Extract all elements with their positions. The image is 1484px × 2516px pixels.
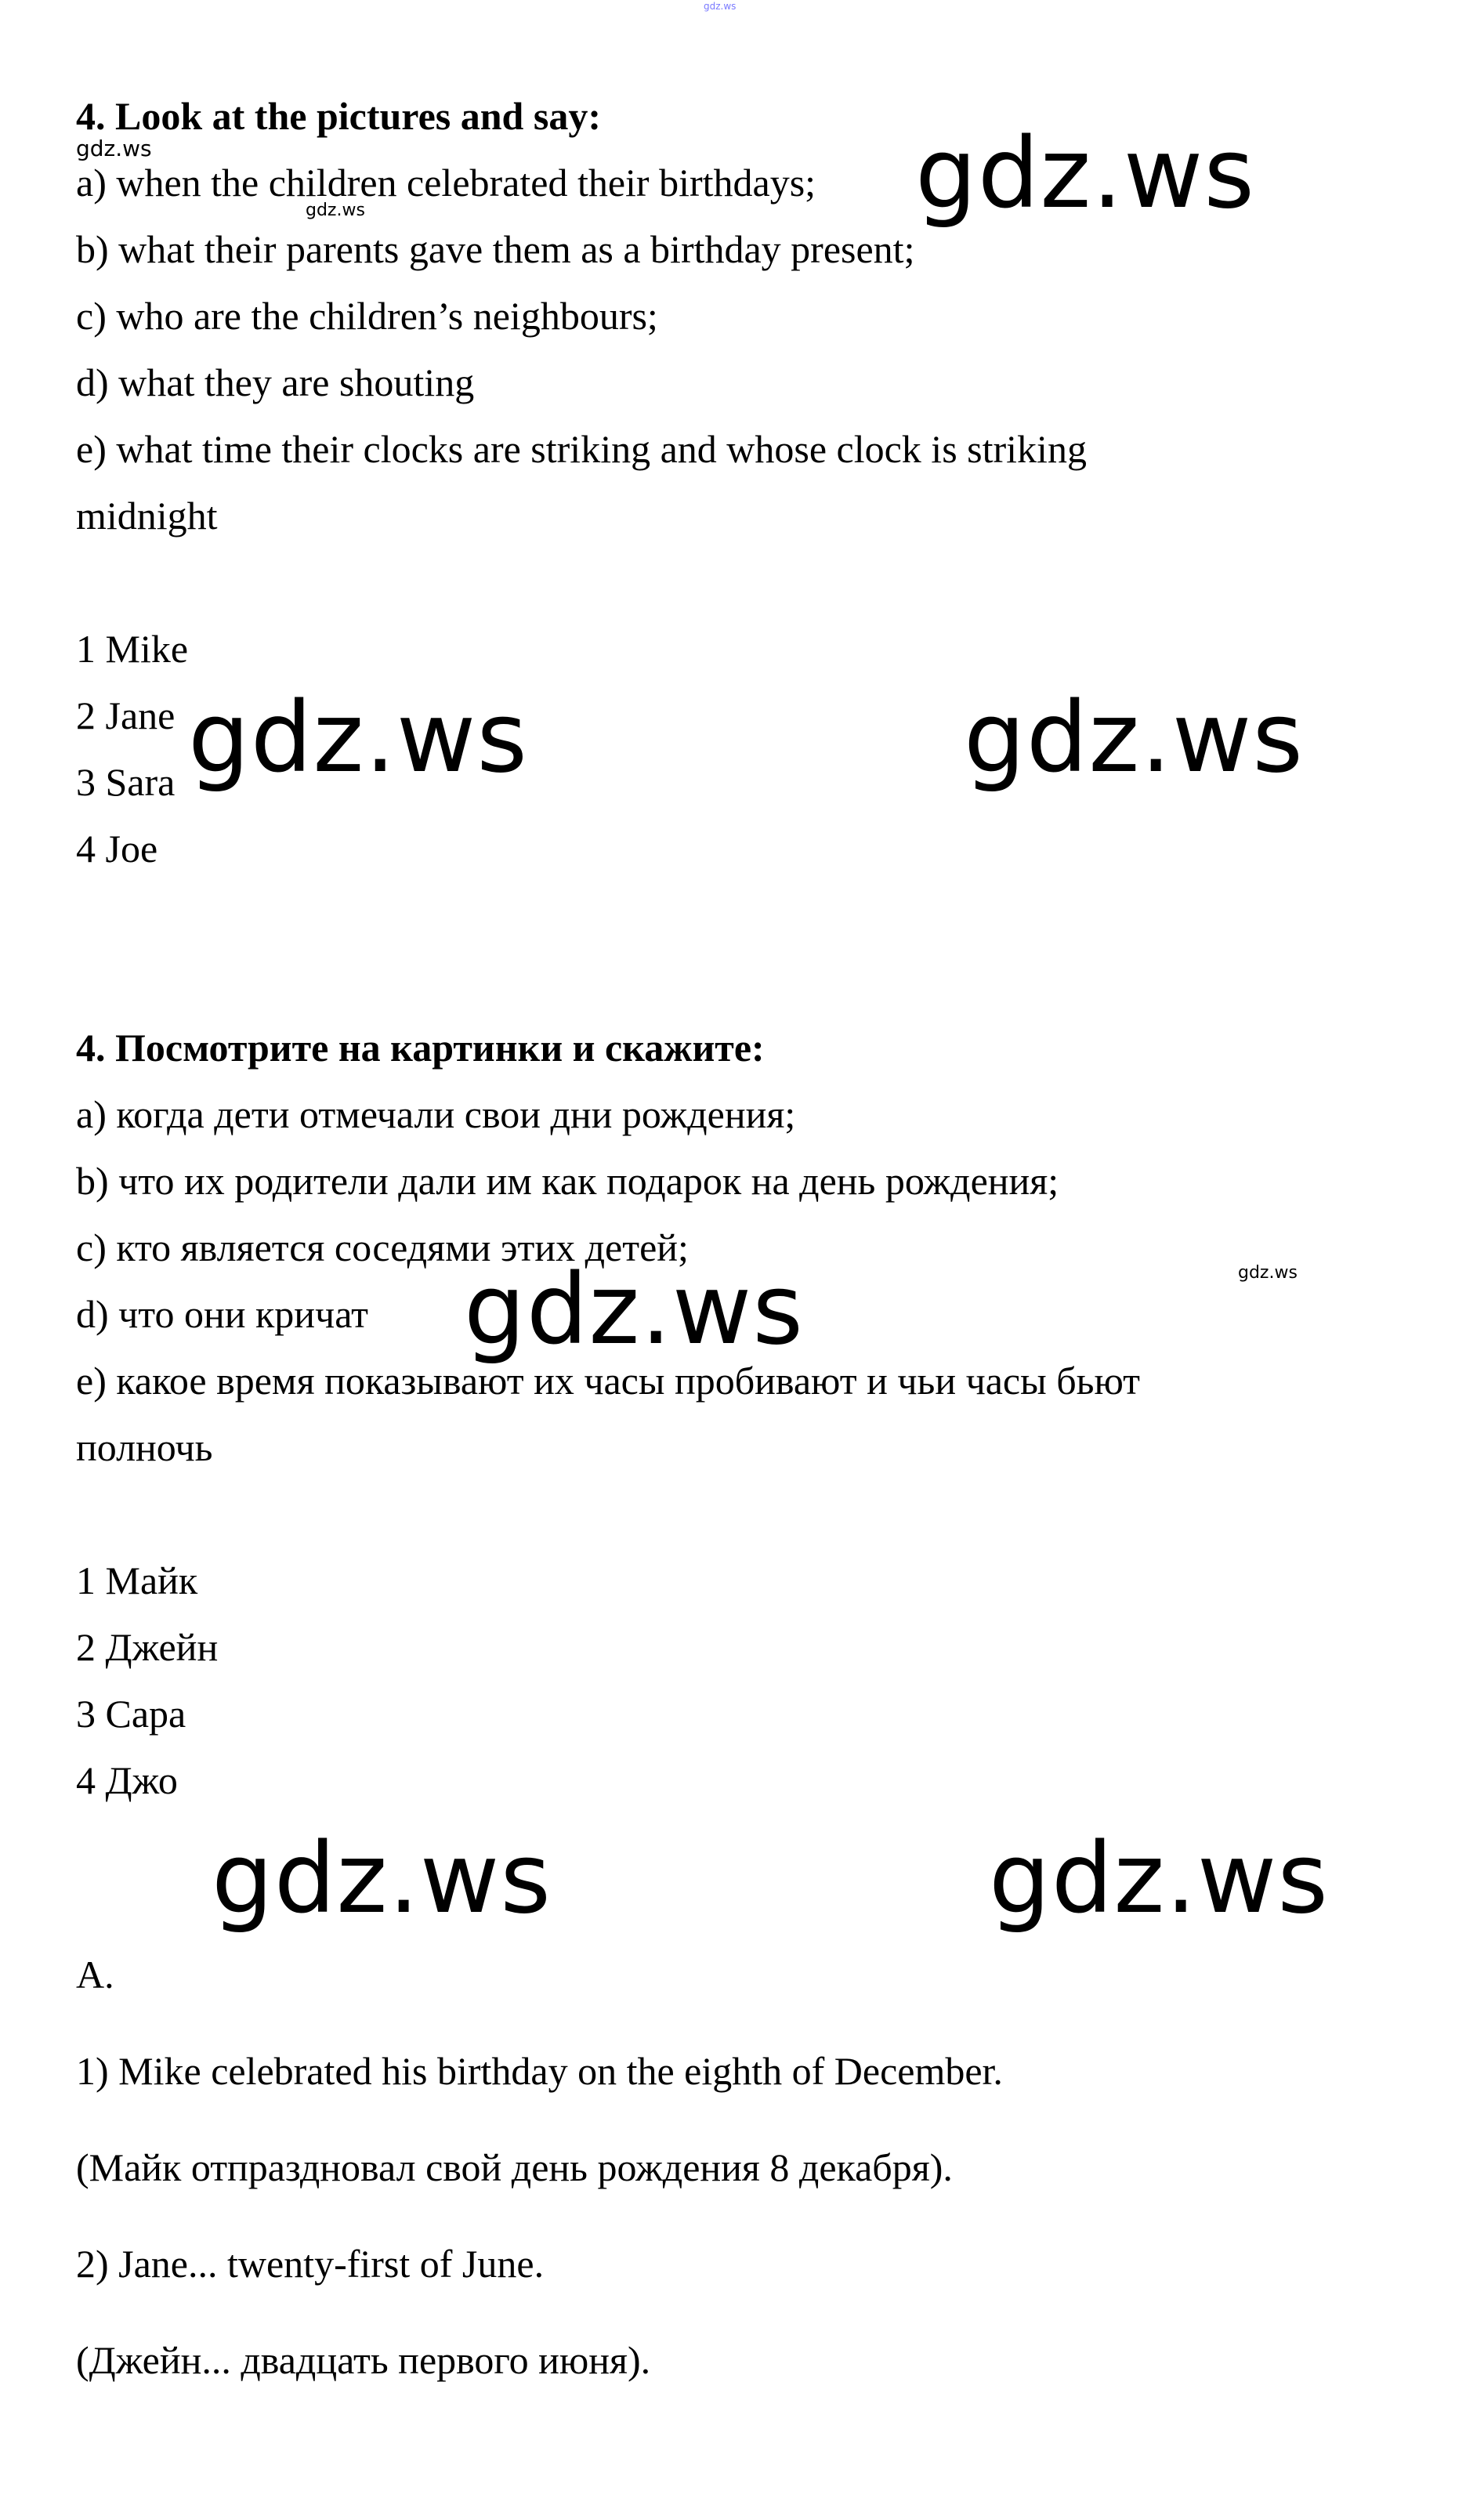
- watermark-big: gdz.ws: [915, 118, 1255, 230]
- answer-line-2: (Майк отпраздновал свой день рождения 8 декабря).: [76, 2145, 953, 2189]
- english-item-a: a) when the children celebrated their birthdays;: [76, 161, 816, 205]
- watermark-small: gdz.ws: [76, 136, 152, 161]
- answer-line-4: (Джейн... двадцать первого июня).: [76, 2338, 651, 2382]
- watermark-big: gdz.ws: [212, 1823, 552, 1935]
- english-name-2: 2 Jane: [76, 693, 176, 737]
- english-name-1: 1 Mike: [76, 627, 189, 671]
- english-name-4: 4 Joe: [76, 827, 158, 871]
- russian-name-1: 1 Майк: [76, 1558, 198, 1602]
- english-item-d: d) what they are shouting: [76, 360, 475, 404]
- russian-item-e-cont: полночь: [76, 1425, 213, 1469]
- watermark-tiny: gdz.ws: [306, 201, 365, 220]
- russian-name-4: 4 Джо: [76, 1758, 178, 1802]
- russian-item-b: b) что их родители дали им как подарок на день рождения;: [76, 1159, 1059, 1203]
- russian-heading: 4. Посмотрите на картинки и скажите:: [76, 1026, 765, 1070]
- english-item-c: c) who are the children’s neighbours;: [76, 294, 658, 338]
- russian-name-2: 2 Джейн: [76, 1625, 219, 1669]
- watermark-top: gdz.ws: [704, 1, 737, 12]
- russian-item-d: d) что они кричат: [76, 1292, 368, 1336]
- answer-section-label: A.: [76, 1953, 114, 1997]
- watermark-big: gdz.ws: [188, 682, 528, 795]
- watermark-big: gdz.ws: [989, 1823, 1329, 1935]
- watermark-big: gdz.ws: [464, 1254, 804, 1367]
- english-item-e-cont: midnight: [76, 494, 218, 538]
- english-heading: 4. Look at the pictures and say:: [76, 94, 601, 138]
- russian-item-e: e) какое время показывают их часы пробивают и чьи часы бьют: [76, 1359, 1140, 1403]
- answer-line-3: 2) Jane... twenty-first of June.: [76, 2242, 545, 2286]
- english-item-e: e) what time their clocks are striking and whose clock is striking: [76, 427, 1087, 471]
- english-item-b: b) what their parents gave them as a birthday present;: [76, 227, 915, 271]
- english-name-3: 3 Sara: [76, 760, 176, 804]
- answer-line-1: 1) Mike celebrated his birthday on the eighth of December.: [76, 2049, 1003, 2093]
- russian-name-3: 3 Сара: [76, 1692, 186, 1736]
- russian-item-a: а) когда дети отмечали свои дни рождения;: [76, 1092, 796, 1136]
- russian-item-c: c) кто является соседями этих детей;: [76, 1225, 689, 1269]
- watermark-tiny: gdz.ws: [1238, 1263, 1298, 1283]
- watermark-big: gdz.ws: [964, 682, 1304, 795]
